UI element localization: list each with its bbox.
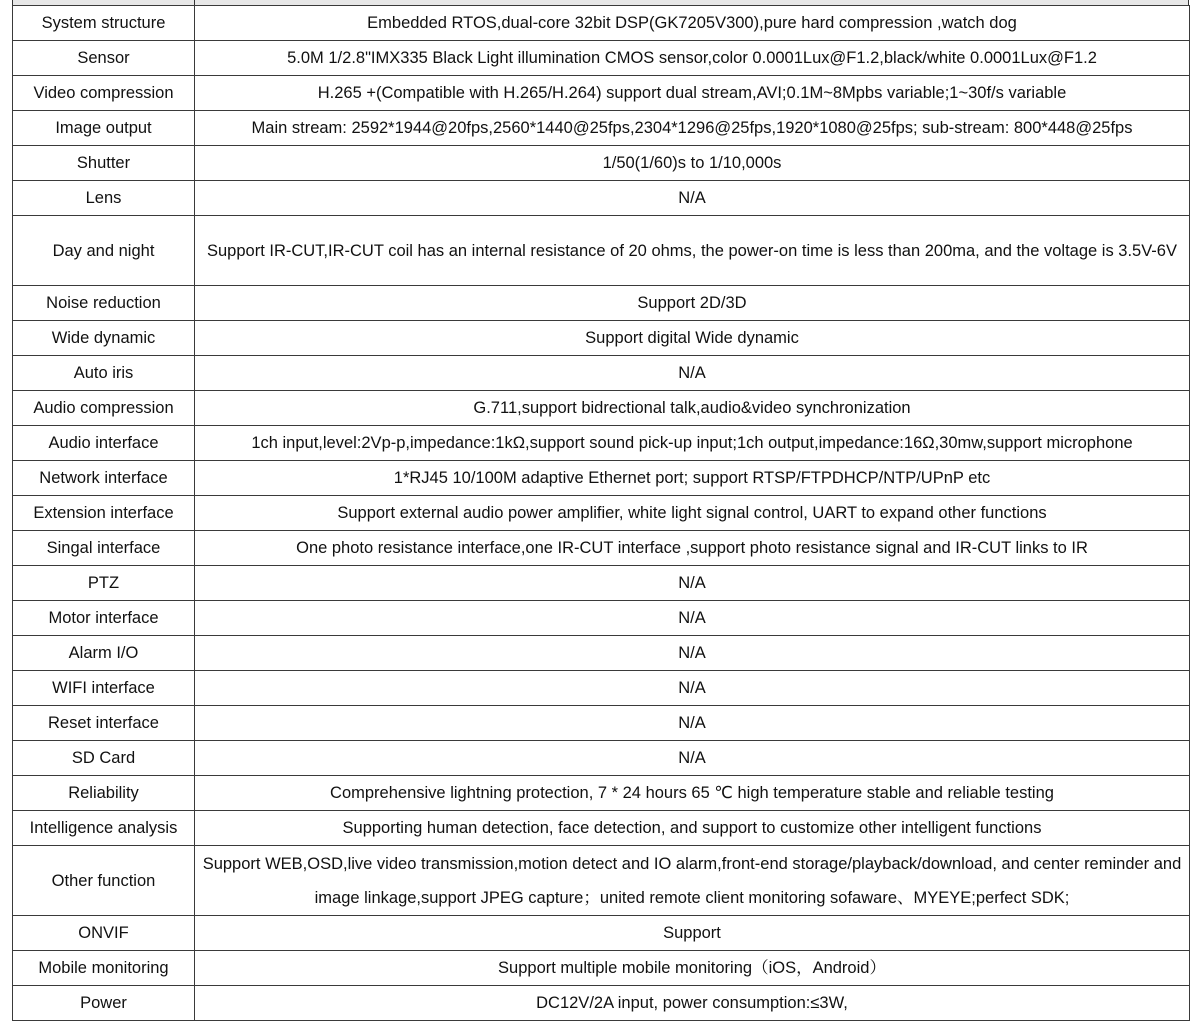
spec-value: N/A — [195, 601, 1190, 636]
spec-row — [13, 216, 1190, 286]
spec-row — [13, 951, 1190, 986]
specification-table-body — [13, 6, 1190, 1021]
spec-value: Comprehensive lightning protection, 7 * 24 hours 65 ℃ high temperature stable and reliable testing — [195, 776, 1190, 811]
spec-label: Motor interface — [13, 601, 195, 636]
spec-label: Intelligence analysis — [13, 811, 195, 846]
spec-row — [13, 76, 1190, 111]
spec-row — [13, 146, 1190, 181]
spec-label: ONVIF — [13, 916, 195, 951]
spec-row — [13, 496, 1190, 531]
spec-label: Wide dynamic — [13, 321, 195, 356]
spec-value: N/A — [195, 671, 1190, 706]
spec-row — [13, 391, 1190, 426]
spec-label: Auto iris — [13, 356, 195, 391]
spec-value: N/A — [195, 706, 1190, 741]
spec-label: Extension interface — [13, 496, 195, 531]
spec-value: 1/50(1/60)s to 1/10,000s — [195, 146, 1190, 181]
spec-label: Sensor — [13, 41, 195, 76]
spec-value: H.265 +(Compatible with H.265/H.264) support dual stream,AVI;0.1M~8Mpbs variable;1~30f/s variable — [195, 76, 1190, 111]
spec-row — [13, 776, 1190, 811]
spec-label: Other function — [13, 846, 195, 916]
spec-row — [13, 321, 1190, 356]
spec-row — [13, 671, 1190, 706]
spec-label: PTZ — [13, 566, 195, 601]
spec-value: 5.0M 1/2.8"IMX335 Black Light illumination CMOS sensor,color 0.0001Lux@F1.2,black/white 0.0001Lux@F1.2 — [195, 41, 1190, 76]
spec-value: DC12V/2A input, power consumption:≤3W, — [195, 986, 1190, 1021]
spec-label: Noise reduction — [13, 286, 195, 321]
spec-label: Reset interface — [13, 706, 195, 741]
spec-row — [13, 356, 1190, 391]
spec-value: Support external audio power amplifier, white light signal control, UART to expand other functions — [195, 496, 1190, 531]
spec-row — [13, 566, 1190, 601]
spec-row — [13, 636, 1190, 671]
spec-row — [13, 916, 1190, 951]
spec-row — [13, 6, 1190, 41]
spec-label: Shutter — [13, 146, 195, 181]
spec-label: Alarm I/O — [13, 636, 195, 671]
spec-value: 1*RJ45 10/100M adaptive Ethernet port; support RTSP/FTPDHCP/NTP/UPnP etc — [195, 461, 1190, 496]
spec-value: N/A — [195, 356, 1190, 391]
spec-label: Power — [13, 986, 195, 1021]
spec-value: N/A — [195, 636, 1190, 671]
spec-label: Audio interface — [13, 426, 195, 461]
spec-value: Embedded RTOS,dual-core 32bit DSP(GK7205V300),pure hard compression ,watch dog — [195, 6, 1190, 41]
spec-label: Day and night — [13, 216, 195, 286]
spec-value: Support — [195, 916, 1190, 951]
spec-row — [13, 286, 1190, 321]
spec-value: Main stream: 2592*1944@20fps,2560*1440@25fps,2304*1296@25fps,1920*1080@25fps; sub-stream: 800*448@25fps — [195, 111, 1190, 146]
spec-row — [13, 811, 1190, 846]
spec-row — [13, 846, 1190, 916]
spec-row — [13, 461, 1190, 496]
spec-row — [13, 41, 1190, 76]
spec-label: Image output — [13, 111, 195, 146]
spec-label: Reliability — [13, 776, 195, 811]
spec-label: Network interface — [13, 461, 195, 496]
spec-value: G.711,support bidrectional talk,audio&video synchronization — [195, 391, 1190, 426]
spec-row — [13, 531, 1190, 566]
spec-label: SD Card — [13, 741, 195, 776]
spec-label: WIFI interface — [13, 671, 195, 706]
spec-row — [13, 986, 1190, 1021]
spec-label: Lens — [13, 181, 195, 216]
spec-label: Video compression — [13, 76, 195, 111]
spec-value: 1ch input,level:2Vp-p,impedance:1kΩ,support sound pick-up input;1ch output,impedance:16Ω,30mw,support microphone — [195, 426, 1190, 461]
spec-value: Support IR-CUT,IR-CUT coil has an internal resistance of 20 ohms, the power-on time is less than 200ma, and the voltage is 3.5V-6V — [195, 216, 1190, 286]
specification-table — [12, 5, 1190, 1021]
spec-label: Singal interface — [13, 531, 195, 566]
spec-value: N/A — [195, 181, 1190, 216]
spec-row — [13, 111, 1190, 146]
spec-label: Audio compression — [13, 391, 195, 426]
spec-value: Support 2D/3D — [195, 286, 1190, 321]
spec-row — [13, 741, 1190, 776]
spec-row — [13, 601, 1190, 636]
spec-value: Support multiple mobile monitoring（iOS，Android） — [195, 951, 1190, 986]
spec-row — [13, 426, 1190, 461]
spec-row — [13, 181, 1190, 216]
spec-value: Support WEB,OSD,live video transmission,motion detect and IO alarm,front-end storage/playback/download, and center reminder and image linkage,support JPEG capture；united remote client monitoring sofaware、MYEYE;perfect SDK; — [195, 846, 1190, 916]
spec-label: Mobile monitoring — [13, 951, 195, 986]
spec-value: N/A — [195, 741, 1190, 776]
spec-value: Support digital Wide dynamic — [195, 321, 1190, 356]
spec-row — [13, 706, 1190, 741]
spec-value: Supporting human detection, face detection, and support to customize other intelligent functions — [195, 811, 1190, 846]
spec-value: One photo resistance interface,one IR-CUT interface ,support photo resistance signal and IR-CUT links to IR — [195, 531, 1190, 566]
spec-label: System structure — [13, 6, 195, 41]
spec-value: N/A — [195, 566, 1190, 601]
